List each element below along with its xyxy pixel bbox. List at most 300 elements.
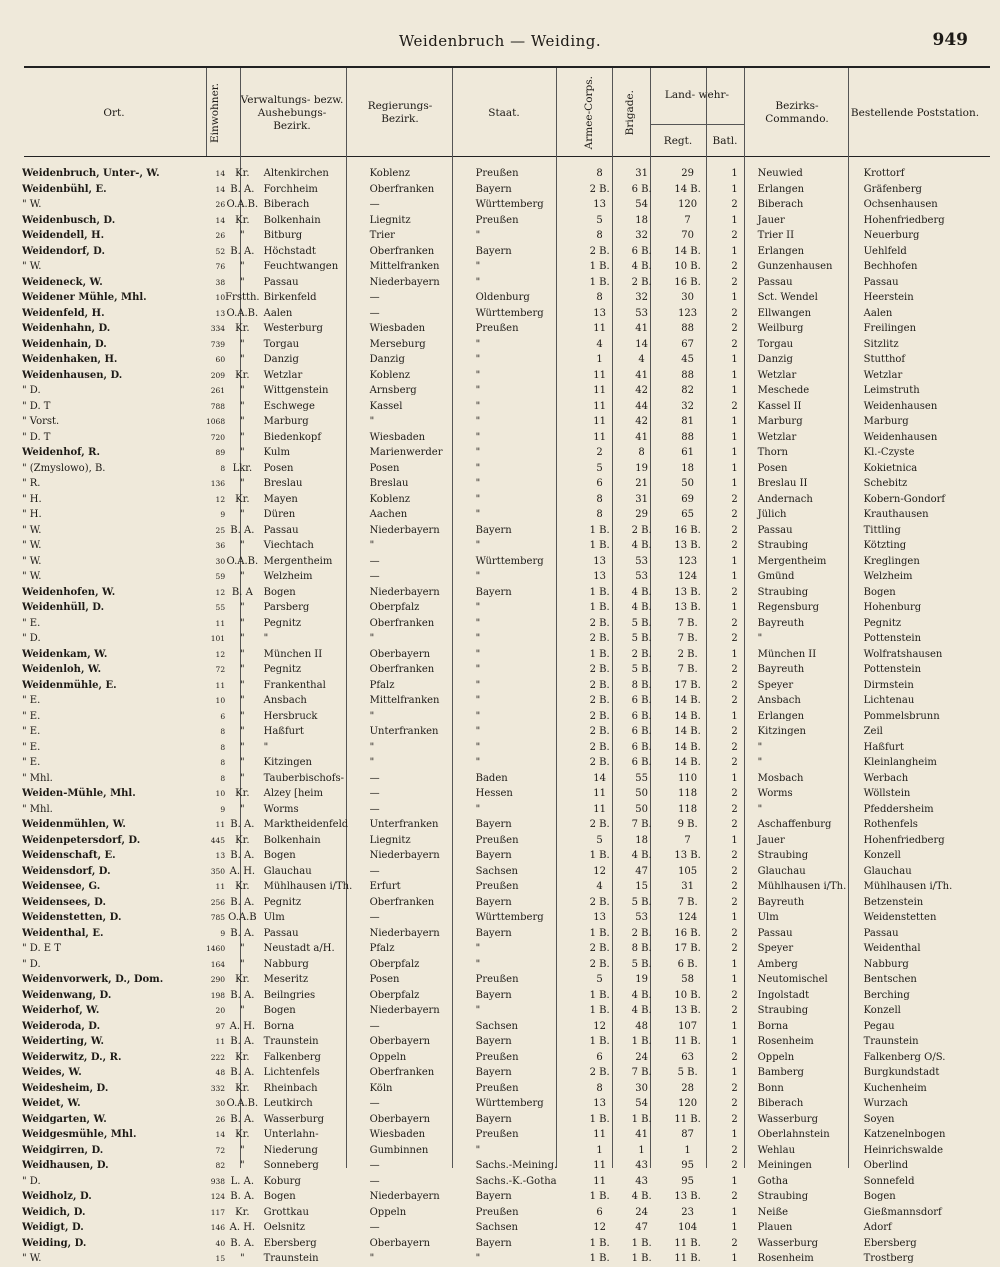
admin-district: Ulm	[263, 912, 285, 924]
admin-type: "	[240, 509, 245, 521]
admin-district: Düren	[263, 509, 296, 521]
landwehr-regiment: 14 B.	[674, 710, 701, 722]
inhabitants: 14	[215, 215, 226, 225]
inhabitants: 97	[215, 1021, 226, 1031]
admin-type: "	[240, 354, 245, 366]
army-corps: 2 B.	[589, 664, 610, 676]
landwehr-regiment: 11 B.	[674, 1253, 701, 1265]
admin-type: Kr.	[235, 1082, 250, 1094]
government-district: Koblenz	[369, 168, 411, 180]
admin-district: Bogen	[263, 1191, 296, 1203]
admin-type: "	[240, 261, 245, 273]
landwehr-battalion: 2	[731, 1237, 738, 1249]
landwehr-battalion: 2	[731, 1191, 738, 1203]
place-name: " Vorst.	[22, 416, 60, 428]
army-corps: 11	[593, 369, 606, 381]
district-command: Mergentheim	[757, 555, 827, 567]
government-district: Oberfranken	[369, 617, 435, 629]
admin-type: "	[240, 1253, 245, 1265]
army-corps: 14	[593, 772, 606, 784]
district-command: Bamberg	[757, 1067, 804, 1079]
landwehr-regiment: 123	[678, 555, 698, 567]
government-district: Niederbayern	[369, 586, 440, 598]
post-station: Marburg	[863, 416, 909, 428]
landwehr-battalion: 2	[731, 1113, 738, 1125]
table-row	[22, 1174, 994, 1190]
landwehr-regiment: 105	[678, 865, 698, 877]
state: Baden	[475, 772, 508, 784]
army-corps: 4	[596, 881, 603, 893]
post-station: Bentschen	[863, 974, 917, 986]
place-name: " H.	[22, 493, 42, 505]
government-district: Niederbayern	[369, 524, 440, 536]
inhabitants: 9	[220, 510, 226, 520]
admin-district: "	[263, 741, 269, 753]
col-verwaltung: Verwaltungs- bezw. Aushebungs- Bezirk.	[240, 93, 344, 132]
admin-district: Marktheidenfeld	[263, 819, 349, 831]
place-name: Weiderhof, W.	[22, 1005, 100, 1017]
landwehr-regiment: 14 B.	[674, 741, 701, 753]
landwehr-battalion: 2	[731, 1082, 738, 1094]
brigade: 54	[635, 1098, 648, 1110]
brigade: 8	[638, 447, 645, 459]
post-station: Weidenstetten	[863, 912, 937, 924]
table-row	[22, 647, 994, 663]
admin-type: B. A.	[230, 1067, 255, 1079]
place-name: Weidensdorf, D.	[22, 865, 111, 877]
admin-type: "	[240, 958, 245, 970]
table-row	[22, 585, 994, 601]
admin-district: Hersbruck	[263, 710, 318, 722]
place-name: " Mhl.	[22, 803, 53, 815]
table-row	[22, 802, 994, 818]
landwehr-regiment: 5 B.	[677, 1067, 698, 1079]
army-corps: 13	[593, 1098, 606, 1110]
army-corps: 11	[593, 788, 606, 800]
inhabitants: 101	[210, 634, 226, 644]
admin-district: Neustadt a/H.	[263, 943, 335, 955]
admin-district: Pegnitz	[263, 664, 302, 676]
government-district: Oberfranken	[369, 1067, 435, 1079]
place-name: Weidendorf, D.	[22, 245, 105, 257]
brigade: 4	[638, 354, 645, 366]
admin-type: B. A.	[230, 850, 255, 862]
inhabitants: 26	[215, 1114, 226, 1124]
post-station: Kobern-Gondorf	[863, 493, 946, 505]
landwehr-battalion: 2	[731, 757, 738, 769]
admin-district: Biedenkopf	[263, 431, 322, 443]
inhabitants: 11	[215, 618, 226, 628]
table-row	[22, 678, 994, 694]
government-district: Gumbinnen	[369, 1144, 429, 1156]
state: "	[475, 943, 481, 955]
state: "	[475, 958, 481, 970]
government-district: Niederbayern	[369, 1005, 440, 1017]
district-command: Rosenheim	[757, 1253, 814, 1265]
government-district: Wiesbaden	[369, 431, 426, 443]
army-corps: 12	[593, 1222, 606, 1234]
district-command: Neiße	[757, 1206, 789, 1218]
admin-district: "	[263, 633, 269, 645]
place-name: Weidenbruch, Unter-, W.	[22, 168, 160, 180]
landwehr-battalion: 1	[731, 292, 738, 304]
state: Bayern	[475, 1113, 512, 1125]
brigade: 8 B.	[631, 943, 652, 955]
state: Württemberg	[475, 555, 544, 567]
state: Preußen	[475, 834, 519, 846]
landwehr-subrule	[650, 124, 744, 125]
place-name: Weidenpetersdorf, D.	[22, 834, 141, 846]
government-district: —	[369, 571, 380, 583]
state: "	[475, 679, 481, 691]
inhabitants: 198	[210, 990, 226, 1000]
state: Bayern	[475, 1067, 512, 1079]
table-row	[22, 926, 994, 942]
district-command: "	[757, 633, 763, 645]
admin-type: Kr.	[235, 1129, 250, 1141]
place-name: " E.	[22, 617, 41, 629]
table-row	[22, 693, 994, 709]
district-command: Neutomischel	[757, 974, 828, 986]
col-armee: Armee-Corps.	[582, 76, 595, 150]
inhabitants: 445	[210, 835, 226, 845]
place-name: Weidigt, D.	[22, 1222, 84, 1234]
government-district: Wiesbaden	[369, 1129, 426, 1141]
place-name: Weidich, D.	[22, 1206, 86, 1218]
state: Bayern	[475, 896, 512, 908]
post-station: Neuerburg	[863, 230, 920, 242]
landwehr-battalion: 1	[731, 602, 738, 614]
government-district: "	[369, 633, 375, 645]
admin-type: "	[240, 416, 245, 428]
landwehr-regiment: 11 B.	[674, 1237, 701, 1249]
admin-type: B. A.	[230, 1191, 255, 1203]
admin-type: "	[240, 1005, 245, 1017]
table-row	[22, 1003, 994, 1019]
district-command: Borna	[757, 1020, 789, 1032]
state: "	[475, 385, 481, 397]
brigade: 5 B.	[631, 958, 652, 970]
state: "	[475, 1144, 481, 1156]
admin-type: "	[240, 602, 245, 614]
army-corps: 2 B.	[589, 710, 610, 722]
government-district: Oberpfalz	[369, 602, 420, 614]
place-name: Weidenfeld, H.	[22, 307, 105, 319]
inhabitants: 8	[220, 773, 226, 783]
landwehr-battalion: 2	[731, 850, 738, 862]
admin-type: Kr.	[235, 1051, 250, 1063]
admin-district: Wittgenstein	[263, 385, 329, 397]
government-district: Oberbayern	[369, 1237, 431, 1249]
post-station: Schebitz	[863, 478, 908, 490]
state: Oldenburg	[475, 292, 530, 304]
table-row	[22, 213, 994, 229]
brigade: 1	[638, 1144, 645, 1156]
district-command: Ingolstadt	[757, 989, 810, 1001]
landwehr-battalion: 1	[731, 462, 738, 474]
admin-type: "	[240, 478, 245, 490]
place-name: Weidenmühlen, W.	[22, 819, 126, 831]
admin-district: Unterlahn-	[263, 1129, 319, 1141]
post-station: Aalen	[863, 307, 893, 319]
landwehr-battalion: 2	[731, 881, 738, 893]
district-command: Straubing	[757, 586, 809, 598]
landwehr-regiment: 118	[678, 788, 698, 800]
inhabitants: 261	[210, 386, 226, 396]
landwehr-battalion: 2	[731, 1051, 738, 1063]
inhabitants: 13	[215, 851, 226, 861]
district-command: Oberlahnstein	[757, 1129, 830, 1141]
brigade: 7 B.	[631, 819, 652, 831]
admin-district: Feuchtwangen	[263, 261, 339, 273]
landwehr-battalion: 1	[731, 555, 738, 567]
brigade: 6 B.	[631, 183, 652, 195]
brigade: 4 B.	[631, 602, 652, 614]
district-command: Jauer	[757, 214, 785, 226]
inhabitants: 136	[210, 479, 226, 489]
place-name: Weidgesmühle, Mhl.	[22, 1129, 137, 1141]
brigade: 43	[635, 1160, 648, 1172]
state: "	[475, 540, 481, 552]
government-district: Oppeln	[369, 1206, 407, 1218]
landwehr-regiment: 45	[681, 354, 694, 366]
district-command: Plauen	[757, 1222, 793, 1234]
inhabitants: 14	[215, 184, 226, 194]
table-row	[22, 476, 994, 492]
place-name: Weidenhofen, W.	[22, 586, 116, 598]
admin-type: "	[240, 710, 245, 722]
landwehr-battalion: 2	[731, 276, 738, 288]
inhabitants: 40	[215, 1238, 226, 1248]
admin-type: Kr.	[235, 493, 250, 505]
landwehr-battalion: 2	[731, 230, 738, 242]
admin-district: Haßfurt	[263, 726, 304, 738]
army-corps: 8	[596, 509, 603, 521]
government-district: Arnsberg	[369, 385, 417, 397]
table-row	[22, 1143, 994, 1159]
state: "	[475, 276, 481, 288]
landwehr-battalion: 1	[731, 1036, 738, 1048]
district-command: Jauer	[757, 834, 785, 846]
post-station: Wolfratshausen	[863, 648, 943, 660]
district-command: Passau	[757, 524, 793, 536]
table-row	[22, 337, 994, 353]
post-station: Gräfenberg	[863, 183, 922, 195]
admin-type: Kr.	[235, 788, 250, 800]
state: "	[475, 803, 481, 815]
brigade: 43	[635, 1175, 648, 1187]
landwehr-regiment: 11 B.	[674, 1036, 701, 1048]
state: "	[475, 1253, 481, 1265]
place-name: Weides, W.	[22, 1067, 82, 1079]
inhabitants: 117	[210, 1207, 226, 1217]
brigade: 5 B.	[631, 617, 652, 629]
district-command: Amberg	[757, 958, 798, 970]
government-district: Danzig	[369, 354, 405, 366]
government-district: Niederbayern	[369, 850, 440, 862]
landwehr-battalion: 2	[731, 695, 738, 707]
admin-district: Pegnitz	[263, 617, 302, 629]
admin-district: Wasserburg	[263, 1113, 324, 1125]
district-command: "	[757, 803, 763, 815]
landwehr-regiment: 14 B.	[674, 245, 701, 257]
table-row	[22, 724, 994, 740]
army-corps: 1 B.	[589, 1005, 610, 1017]
admin-type: Kr.	[235, 214, 250, 226]
place-name: " W.	[22, 524, 42, 536]
army-corps: 8	[596, 292, 603, 304]
place-name: " W.	[22, 540, 42, 552]
admin-district: Mayen	[263, 493, 298, 505]
place-name: " D. T	[22, 431, 51, 443]
admin-type: B. A.	[230, 183, 255, 195]
inhabitants: 13	[215, 308, 226, 318]
admin-district: Bogen	[263, 1005, 296, 1017]
brigade: 7 B.	[631, 1067, 652, 1079]
army-corps: 8	[596, 230, 603, 242]
post-station: Kl.-Czyste	[863, 447, 915, 459]
state: "	[475, 664, 481, 676]
inhabitants: 256	[210, 897, 226, 907]
landwehr-battalion: 1	[731, 183, 738, 195]
inhabitants: 164	[210, 959, 226, 969]
place-name: Weidenschaft, E.	[22, 850, 116, 862]
inhabitants: 334	[210, 324, 226, 334]
inhabitants: 12	[215, 587, 226, 597]
post-station: Leimstruth	[863, 385, 920, 397]
inhabitants: 9	[220, 928, 226, 938]
admin-type: Kr.	[235, 369, 250, 381]
table-row	[22, 383, 994, 399]
inhabitants: 785	[210, 913, 226, 923]
army-corps: 2 B.	[589, 726, 610, 738]
landwehr-battalion: 2	[731, 338, 738, 350]
brigade: 41	[635, 431, 648, 443]
col-landwehr: Land- wehr-	[664, 88, 730, 101]
army-corps: 1 B.	[589, 276, 610, 288]
landwehr-regiment: 104	[678, 1222, 698, 1234]
admin-district: Marburg	[263, 416, 309, 428]
admin-type: "	[240, 540, 245, 552]
admin-type: "	[240, 431, 245, 443]
government-district: Oberpfalz	[369, 989, 420, 1001]
district-command: Wasserburg	[757, 1113, 818, 1125]
post-station: Sitzlitz	[863, 338, 899, 350]
brigade: 47	[635, 865, 648, 877]
place-name: " W.	[22, 199, 42, 211]
brigade: 2 B.	[631, 927, 652, 939]
landwehr-battalion: 2	[731, 1005, 738, 1017]
landwehr-battalion: 1	[731, 447, 738, 459]
post-station: Kötzting	[863, 540, 907, 552]
inhabitants: 72	[215, 665, 226, 675]
table-row	[22, 1205, 994, 1221]
brigade: 31	[635, 168, 648, 180]
table-row	[22, 166, 994, 182]
army-corps: 11	[593, 1175, 606, 1187]
landwehr-regiment: 58	[681, 974, 694, 986]
post-station: Weidenhausen	[863, 400, 938, 412]
district-command: Bayreuth	[757, 664, 805, 676]
brigade: 1 B.	[631, 1237, 652, 1249]
landwehr-regiment: 65	[681, 509, 694, 521]
district-command: Gotha	[757, 1175, 789, 1187]
landwehr-battalion: 2	[731, 803, 738, 815]
government-district: —	[369, 307, 380, 319]
landwehr-regiment: 124	[678, 571, 698, 583]
inhabitants: 8	[220, 727, 226, 737]
brigade: 32	[635, 292, 648, 304]
district-command: Straubing	[757, 1191, 809, 1203]
brigade: 42	[635, 385, 648, 397]
place-name: " D.	[22, 633, 41, 645]
place-name: " D.	[22, 1175, 41, 1187]
state: "	[475, 493, 481, 505]
admin-district: Frankenthal	[263, 679, 326, 691]
army-corps: 1 B.	[589, 586, 610, 598]
landwehr-regiment: 120	[678, 199, 698, 211]
landwehr-battalion: 2	[731, 896, 738, 908]
admin-district: Worms	[263, 803, 299, 815]
landwehr-battalion: 1	[731, 385, 738, 397]
district-command: Kitzingen	[757, 726, 806, 738]
army-corps: 2 B.	[589, 958, 610, 970]
state: Bayern	[475, 183, 512, 195]
inhabitants: 290	[210, 975, 226, 985]
admin-district: Lichtenfels	[263, 1067, 320, 1079]
landwehr-battalion: 1	[731, 958, 738, 970]
government-district: "	[369, 741, 375, 753]
district-command: Aschaffenburg	[757, 819, 832, 831]
place-name: Weidenbühl, E.	[22, 183, 107, 195]
inhabitants: 9	[220, 804, 226, 814]
government-district: Oberbayern	[369, 648, 431, 660]
state: Preußen	[475, 214, 519, 226]
government-district: —	[369, 803, 380, 815]
post-station: Passau	[863, 276, 899, 288]
landwehr-regiment: 13 B.	[674, 540, 701, 552]
admin-type: B. A.	[230, 819, 255, 831]
army-corps: 1 B.	[589, 1237, 610, 1249]
landwehr-regiment: 13 B.	[674, 1005, 701, 1017]
admin-type: "	[240, 803, 245, 815]
landwehr-regiment: 16 B.	[674, 927, 701, 939]
district-command: Jülich	[757, 509, 787, 521]
army-corps: 5	[596, 974, 603, 986]
state: "	[475, 509, 481, 521]
post-station: Adorf	[863, 1222, 892, 1234]
government-district: —	[369, 1020, 380, 1032]
district-command: Regensburg	[757, 602, 819, 614]
landwehr-battalion: 2	[731, 633, 738, 645]
government-district: —	[369, 1160, 380, 1172]
inhabitants: 59	[215, 572, 226, 582]
state: "	[475, 695, 481, 707]
government-district: —	[369, 772, 380, 784]
government-district: —	[369, 555, 380, 567]
inhabitants: 38	[215, 277, 226, 287]
brigade: 50	[635, 788, 648, 800]
place-name: Weidgarten, W.	[22, 1113, 107, 1125]
post-station: Welzheim	[863, 571, 913, 583]
landwehr-battalion: 1	[731, 1020, 738, 1032]
admin-type: O.A.B	[228, 912, 257, 924]
table-row	[22, 972, 994, 988]
landwehr-battalion: 1	[731, 710, 738, 722]
army-corps: 2 B.	[589, 1067, 610, 1079]
admin-type: "	[240, 772, 245, 784]
post-station: Zeil	[863, 726, 883, 738]
